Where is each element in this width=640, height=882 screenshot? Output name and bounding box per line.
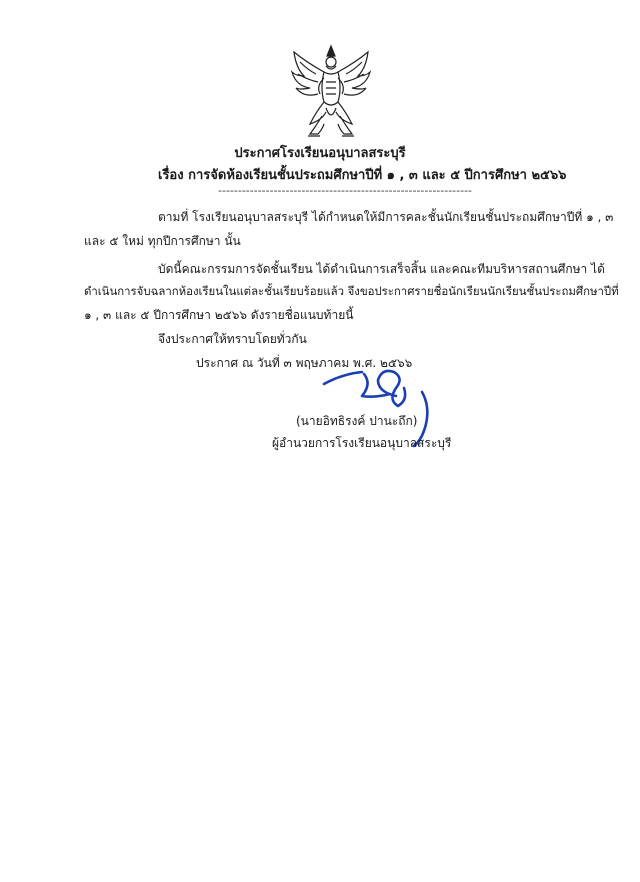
garuda-emblem-icon	[286, 42, 376, 142]
signatory-name: (นายอิทธิรงค์ ปานะถึก)	[296, 414, 418, 428]
announcement-date: ประกาศ ณ วันที่ ๓ พฤษภาคม พ.ศ. ๒๕๖๖	[196, 356, 413, 370]
signatory-position: ผู้อำนวยการโรงเรียนอนุบาลสระบุรี	[272, 436, 452, 450]
announcement-subject: เรื่อง การจัดห้องเรียนชั้นประถมศึกษาปีที่ ๑ , ๓ และ ๕ ปีการศึกษา ๒๕๖๖	[158, 168, 567, 183]
paragraph-2-line-1: บัดนี้คณะกรรมการจัดชั้นเรียน ได้ดำเนินการเสร็จสิ้น และคณะทีมบริหารสถานศึกษา ได้	[158, 262, 605, 276]
paragraph-2-line-2: ดำเนินการจับฉลากห้องเรียนในแต่ละชั้นเรียบร้อยแล้ว จึงขอประกาศรายชื่อนักเรียนนักเรียนชั้นประถมศึกษาปีที่	[84, 284, 619, 298]
title-separator: ----------------------------------------------------------------	[218, 184, 473, 197]
closing-notice: จึงประกาศให้ทราบโดยทั่วกัน	[158, 332, 307, 346]
paragraph-1-line-2: และ ๕ ใหม่ ทุกปีการศึกษา นั้น	[84, 234, 241, 248]
announcement-title: ประกาศโรงเรียนอนุบาลสระบุรี	[234, 146, 406, 161]
paragraph-2-line-3: ๑ , ๓ และ ๕ ปีการศึกษา ๒๕๖๖ ดังรายชื่อแนบท้ายนี้	[84, 308, 354, 322]
paragraph-1-line-1: ตามที่ โรงเรียนอนุบาลสระบุรี ได้กำหนดให้มีการคละชั้นนักเรียนชั้นประถมศึกษาปีที่ ๑ , ๓	[158, 210, 614, 224]
